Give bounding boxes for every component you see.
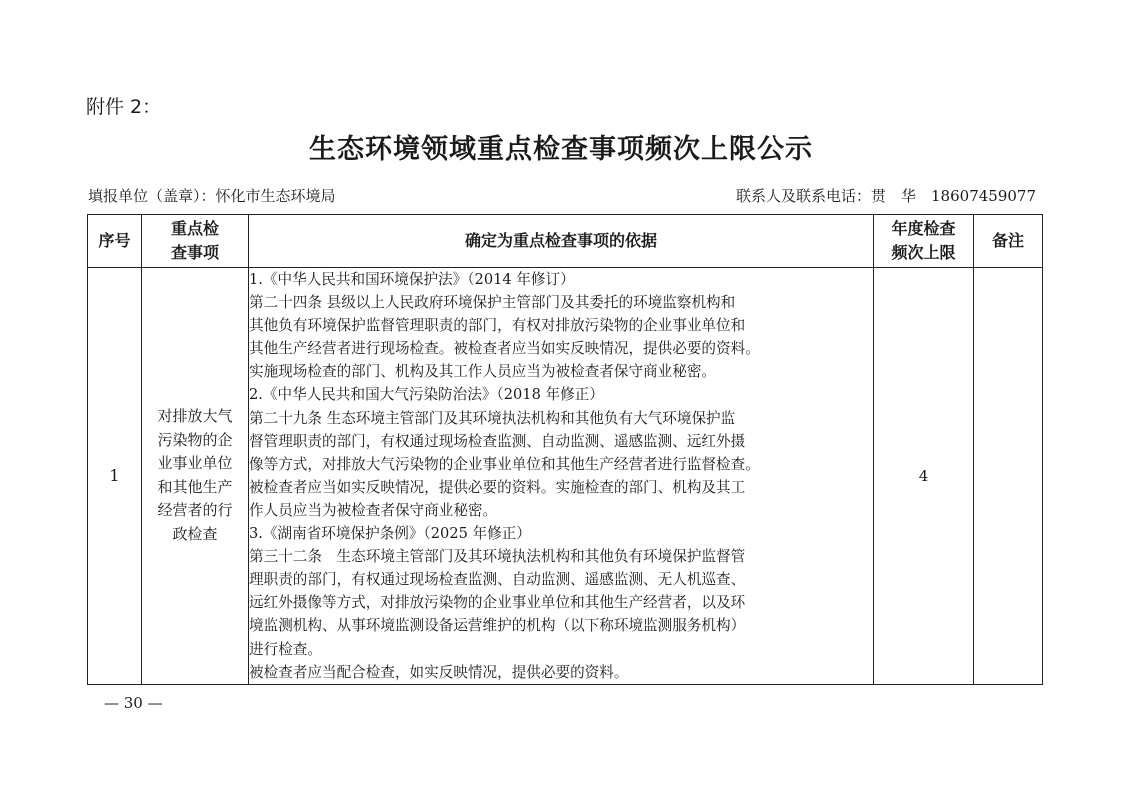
- basis-line: 远红外摄像等方式，对排放污染物的企业事业单位和其他生产经营者，以及环: [249, 594, 746, 612]
- reporting-unit: 填报单位（盖章）：怀化市生态环境局: [88, 187, 336, 205]
- basis-line: 2.《中华人民共和国大气污染防治法》（2018 年修正）: [249, 386, 604, 404]
- basis-line: 1.《中华人民共和国环境保护法》（2014 年修订）: [249, 271, 575, 288]
- item-line: 对排放大气: [157, 407, 233, 426]
- basis-line: 理职责的部门，有权通过现场检查监测、自动监测、遥感监测、无人机巡查、: [249, 571, 746, 589]
- attachment-label: 附件 2：: [86, 96, 162, 118]
- basis-line: 实施现场检查的部门、机构及其工作人员应当为被检查者保守商业秘密。: [249, 363, 717, 381]
- basis-line: 被检查者应当如实反映情况，提供必要的资料。实施检查的部门、机构及其工: [249, 478, 746, 496]
- item-line: 政检查: [172, 524, 218, 543]
- header-freq-line1: 年度检查: [891, 219, 956, 238]
- table-header-row: [88, 215, 1043, 268]
- header-item: [142, 215, 249, 268]
- remark-cell: [974, 268, 1043, 685]
- header-remark: 备注: [974, 215, 1043, 268]
- page-number: — 30 —: [104, 694, 163, 712]
- basis-line: 被检查者应当配合检查，如实反映情况，提供必要的资料。: [249, 663, 629, 681]
- table-row: [88, 268, 1043, 685]
- header-item-line2: 查事项: [170, 243, 219, 262]
- item-line: 污染物的企: [157, 430, 233, 449]
- header-freq: [874, 215, 974, 268]
- item-line: 经营者的行: [157, 501, 233, 520]
- inspection-basis: [249, 268, 874, 685]
- basis-line: 督管理职责的部门，有权通过现场检查监测、自动监测、遥感监测、远红外摄: [249, 432, 746, 450]
- contact-info: 联系人及联系电话：贯 华 18607459077: [736, 187, 1036, 205]
- basis-line: 3.《湖南省环境保护条例》（2025 年修正）: [249, 525, 531, 543]
- basis-line: 其他负有环境保护监督管理职责的部门，有权对排放污染物的企业事业单位和: [249, 317, 746, 335]
- basis-line: 进行检查。: [249, 640, 322, 658]
- basis-line: 第二十四条 县级以上人民政府环境保护主管部门及其委托的环境监察机构和: [249, 294, 736, 312]
- header-item-line1: 重点检: [170, 219, 219, 238]
- inspection-item: [142, 268, 249, 685]
- basis-line: 其他生产经营者进行现场检查。被检查者应当如实反映情况，提供必要的资料。: [249, 340, 760, 358]
- annual-frequency-limit: 4: [874, 268, 974, 685]
- row-number: 1: [88, 268, 142, 685]
- header-no: 序号: [88, 215, 142, 268]
- basis-line: 境监测机构、从事环境监测设备运营维护的机构（以下称环境监测服务机构）: [249, 617, 746, 635]
- header-basis: 确定为重点检查事项的依据: [249, 215, 874, 268]
- item-line: 业事业单位: [157, 454, 233, 473]
- item-line: 和其他生产: [157, 477, 233, 496]
- header-freq-line2: 频次上限: [891, 243, 956, 262]
- document-title: 生态环境领域重点检查事项频次上限公示: [309, 134, 813, 165]
- basis-line: 第二十九条 生态环境主管部门及其环境执法机构和其他负有大气环境保护监: [249, 409, 736, 427]
- basis-line: 作人员应当为被检查者保守商业秘密。: [249, 501, 498, 519]
- basis-line: 像等方式，对排放大气污染物的企业事业单位和其他生产经营者进行监督检查。: [249, 455, 760, 473]
- basis-line: 第三十二条 生态环境主管部门及其环境执法机构和其他负有环境保护监督管: [249, 548, 746, 566]
- inspection-table: [87, 214, 1043, 685]
